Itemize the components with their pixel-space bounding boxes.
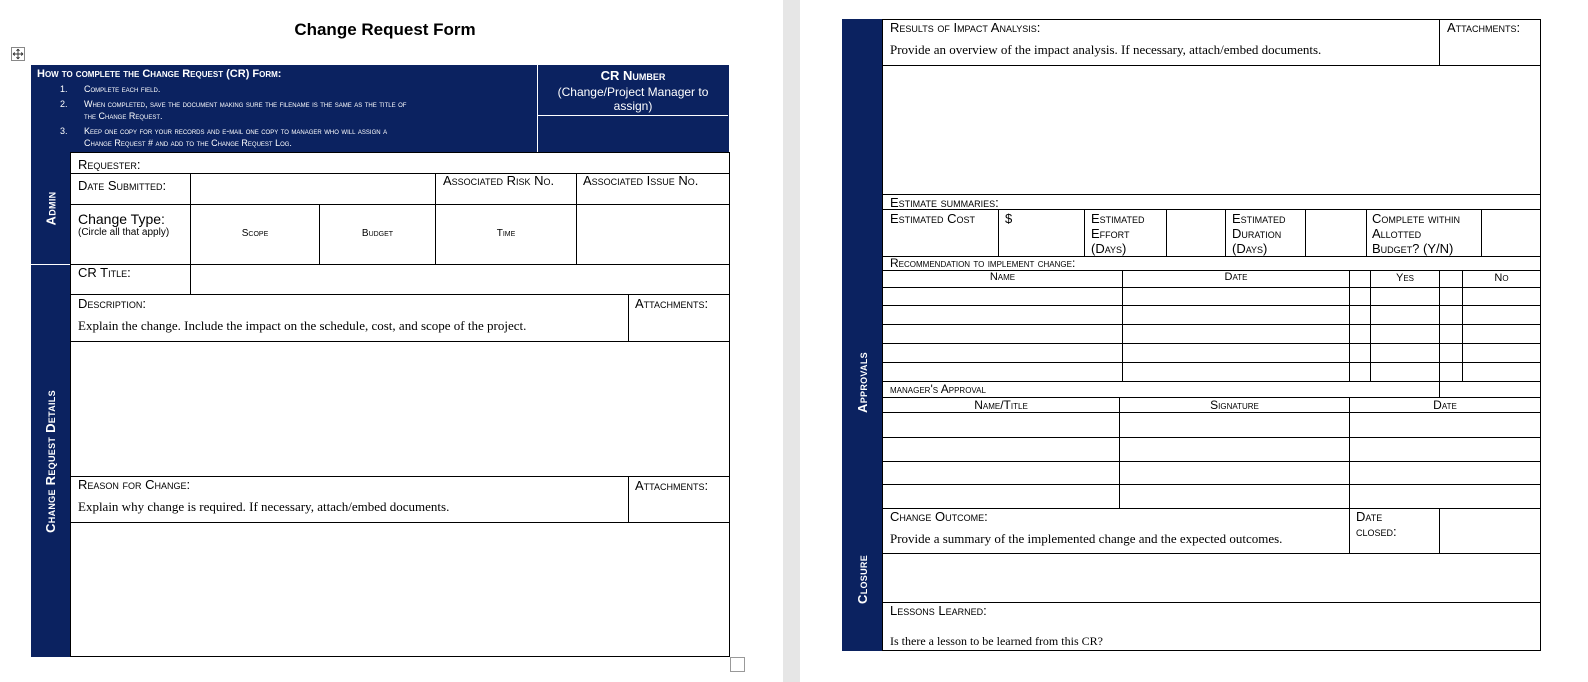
reason-attachments-label: Attachments:: [635, 478, 709, 493]
impact-attachments-label: Attachments:: [1447, 20, 1521, 35]
cr-number-title: CR Number: [600, 68, 666, 83]
cr-number-note: assign): [613, 99, 653, 113]
manager-approval-rows[interactable]: [883, 413, 1540, 508]
type-option-budget[interactable]: Budget: [361, 228, 394, 239]
date-closed-field[interactable]: [1440, 509, 1540, 553]
requester-field[interactable]: [190, 153, 729, 173]
rec-header-date: Date: [1224, 271, 1248, 283]
estimated-duration-field[interactable]: [1306, 210, 1366, 256]
page-gutter: [783, 0, 800, 682]
change-type-hint: (Circle all that apply): [78, 227, 170, 238]
impact-side-bar: [842, 19, 882, 256]
document-title: Change Request Form: [294, 20, 476, 39]
step-text: the Change Request.: [84, 111, 163, 121]
rec-header-no: No: [1494, 272, 1509, 284]
recommendation-label: Recommendation to implement change:: [890, 256, 1076, 270]
cr-title-label: CR Title:: [78, 265, 131, 280]
details-section-label: Change Request Details: [31, 265, 70, 657]
type-option-time[interactable]: Time: [496, 228, 516, 239]
complete-within-budget-label: Complete within: [1372, 211, 1461, 226]
lessons-learned-hint: Is there a lesson to be learned from this CR?: [890, 634, 1103, 648]
recommendation-rows[interactable]: [883, 288, 1540, 381]
estimated-effort-field[interactable]: [1167, 210, 1225, 256]
cr-number-note: (Change/Project Manager to: [557, 85, 709, 99]
complete-within-budget-field[interactable]: [1482, 210, 1540, 256]
approvals-section-label: Approvals: [842, 256, 882, 508]
table-move-handle-icon[interactable]: [11, 47, 25, 61]
risk-number-label: Associated Risk No.: [443, 173, 555, 188]
rec-header-yes: Yes: [1395, 272, 1414, 284]
reason-label: Reason for Change:: [78, 477, 191, 492]
admin-section-label: Admin: [31, 152, 70, 264]
step-text: Keep one copy for your records and e-mail one copy to manager who will assign a: [84, 126, 388, 136]
step-text: Complete each field.: [84, 84, 161, 94]
impact-analysis-field[interactable]: [883, 66, 1540, 194]
estimated-cost-field[interactable]: [1016, 210, 1084, 256]
estimated-duration-label: (Days): [1232, 241, 1268, 256]
change-outcome-hint: Provide a summary of the implemented change and the expected outcomes.: [890, 531, 1283, 546]
estimated-effort-label: Estimated: [1091, 211, 1145, 226]
description-hint: Explain the change. Include the impact on the schedule, cost, and scope of the project.: [78, 318, 527, 333]
estimated-duration-label: Estimated: [1232, 211, 1286, 226]
estimated-effort-label: (Days): [1091, 241, 1127, 256]
lessons-learned-field[interactable]: [883, 618, 1540, 650]
closure-section-label: Closure: [842, 508, 882, 651]
step-number: 1.: [60, 84, 68, 94]
cr-title-field[interactable]: [191, 265, 729, 294]
change-outcome-field[interactable]: [883, 554, 1540, 602]
issue-number-label: Associated Issue No.: [583, 173, 699, 188]
cr-number-panel: [537, 65, 729, 152]
reason-hint: Explain why change is required. If necessary, attach/embed documents.: [78, 499, 450, 514]
complete-within-budget-label: Budget? (Y/N): [1372, 241, 1454, 256]
description-attachments-label: Attachments:: [635, 296, 709, 311]
instructions-panel: [31, 65, 537, 152]
mgr-header-name: Name/Title: [974, 398, 1028, 412]
step-number: 3.: [60, 126, 68, 136]
reason-field[interactable]: [71, 523, 729, 656]
requester-label: Requester:: [78, 157, 141, 172]
change-outcome-label: Change Outcome:: [890, 509, 988, 524]
issue-number-field[interactable]: [577, 205, 729, 264]
estimated-duration-label: Duration: [1232, 226, 1282, 241]
date-closed-label: closed:: [1356, 524, 1397, 539]
description-field[interactable]: [71, 342, 729, 476]
date-submitted-field[interactable]: [191, 174, 435, 204]
manager-approval-label: manager's Approval: [890, 382, 986, 396]
type-option-scope[interactable]: Scope: [241, 228, 269, 239]
rec-header-name: Name: [989, 271, 1016, 283]
impact-analysis-label: Results of Impact Analysis:: [890, 20, 1041, 35]
instructions-heading: How to complete the Change Request (CR) Form:: [37, 68, 282, 80]
change-type-label: Change Type:: [78, 211, 165, 227]
mgr-header-signature: Signature: [1210, 398, 1259, 412]
date-submitted-label: Date Submitted:: [78, 178, 167, 193]
step-text: When completed, save the document making sure the filename is the same as the title of: [84, 99, 407, 109]
table-resize-handle[interactable]: [730, 657, 745, 672]
date-closed-label: Date: [1356, 509, 1383, 524]
lessons-learned-label: Lessons Learned:: [890, 603, 987, 618]
impact-analysis-hint: Provide an overview of the impact analysis. If necessary, attach/embed documents.: [890, 42, 1322, 57]
estimated-cost-label: Estimated Cost: [890, 211, 976, 226]
estimate-summaries-label: Estimate summaries:: [890, 195, 999, 210]
step-number: 2.: [60, 99, 68, 109]
mgr-header-date: Date: [1433, 398, 1457, 412]
description-label: Description:: [78, 296, 147, 311]
currency-symbol: $: [1005, 211, 1013, 226]
step-text: Change Request # and add to the Change Request Log.: [84, 138, 292, 148]
complete-within-budget-label: Allotted: [1372, 226, 1422, 241]
estimated-effort-label: Effort: [1091, 226, 1130, 241]
